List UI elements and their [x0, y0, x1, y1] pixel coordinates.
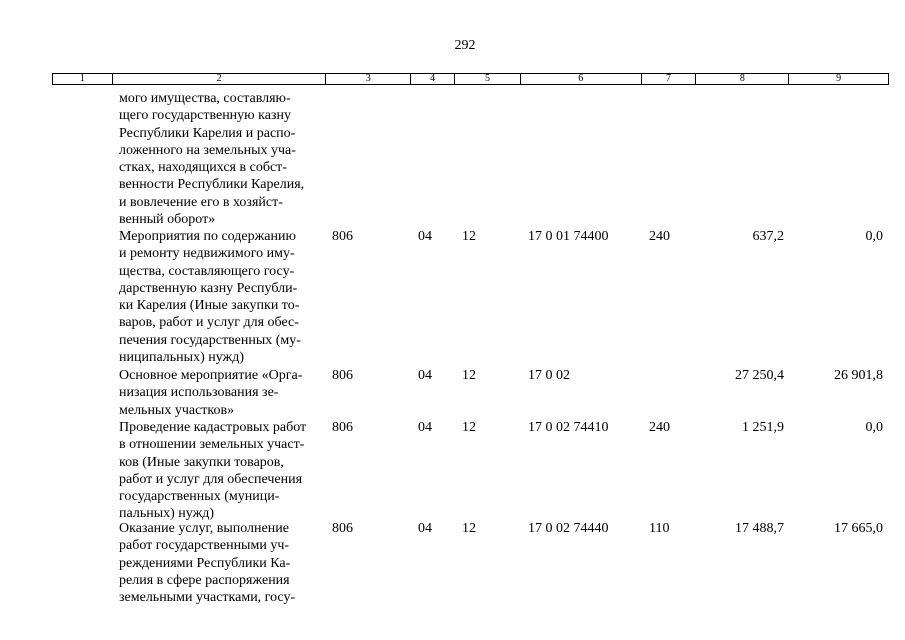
cell-expense-type: 240	[649, 420, 670, 435]
header-col-3: 3	[325, 74, 410, 84]
cell-expense-type: 240	[649, 229, 670, 244]
cell-amount-1: 17 488,7	[735, 521, 784, 536]
description-line: в отношении земельных участ-	[119, 437, 305, 453]
cell-amount-1: 637,2	[752, 229, 784, 244]
row-description	[119, 367, 324, 419]
cell-amount-1: 1 251,9	[742, 420, 784, 435]
description-line: печения государственных (му-	[119, 332, 301, 348]
row-description	[119, 90, 324, 228]
description-line: ков (Иные закупки товаров,	[119, 454, 284, 470]
cell-amount-1: 27 250,4	[735, 368, 784, 383]
cell-section: 04	[418, 368, 432, 383]
description-line: ки Карелия (Иные закупки то-	[119, 298, 300, 314]
cell-ministry: 806	[332, 420, 353, 435]
description-line: и ремонту недвижимого иму-	[119, 246, 295, 262]
cell-ministry: 806	[332, 368, 353, 383]
cell-target-article: 17 0 02	[528, 368, 570, 383]
description-line: пальных) нужд)	[119, 506, 215, 522]
header-col-1: 1	[79, 73, 85, 84]
description-line: венный оборот»	[119, 212, 216, 228]
cell-target-article: 17 0 01 74400	[528, 229, 609, 244]
description-line: мельных участков»	[119, 402, 235, 418]
cell-amount-2: 0,0	[865, 420, 883, 435]
description-line: низация использования зе-	[119, 385, 279, 401]
row-description	[119, 228, 324, 366]
description-line: релия в сфере распоряжения	[119, 572, 290, 588]
header-col-2: 2	[112, 74, 325, 84]
cell-amount-2: 17 665,0	[834, 521, 883, 536]
header-col-6: 6	[520, 74, 641, 84]
description-line: щего государственную казну	[119, 108, 291, 124]
cell-section: 04	[418, 229, 432, 244]
cell-subsection: 12	[462, 521, 476, 536]
description-line: Основное мероприятие «Орга-	[119, 368, 303, 383]
row-description	[119, 520, 324, 606]
description-line: реждениями Республики Ка-	[119, 555, 291, 571]
cell-target-article: 17 0 02 74440	[528, 521, 609, 536]
description-line: дарственную казну Республи-	[119, 280, 298, 296]
description-line: венности Республики Карелия,	[119, 177, 305, 193]
cell-subsection: 12	[462, 420, 476, 435]
header-col-4: 4	[410, 74, 454, 84]
header-col-9: 9	[788, 74, 888, 84]
description-line: ниципальных) нужд)	[119, 350, 244, 366]
cell-section: 04	[418, 420, 432, 435]
description-line: стках, находящихся в собст-	[119, 160, 287, 176]
description-line: Республики Карелия и распо-	[119, 125, 296, 141]
cell-target-article: 17 0 02 74410	[528, 420, 609, 435]
description-line: ложенного на земельных уча-	[119, 142, 296, 158]
description-line: работ и услуг для обеспечения	[119, 471, 303, 487]
cell-amount-2: 26 901,8	[834, 368, 883, 383]
cell-section: 04	[418, 521, 432, 536]
header-col-8: 8	[695, 74, 788, 84]
header-col-5: 5	[454, 74, 520, 84]
description-line: государственных (муници-	[119, 489, 280, 505]
description-line: земельными участками, госу-	[119, 590, 296, 606]
cell-subsection: 12	[462, 229, 476, 244]
description-line: Проведение кадастровых работ	[119, 420, 307, 435]
cell-expense-type: 110	[649, 521, 670, 536]
description-line: работ государственными уч-	[119, 538, 290, 554]
header-col-7: 7	[641, 74, 696, 84]
description-line: Оказание услуг, выполнение	[119, 521, 289, 536]
description-line: щества, составляющего госу-	[119, 263, 295, 279]
cell-ministry: 806	[332, 229, 353, 244]
description-line: мого имущества, составляю-	[119, 91, 291, 106]
page-number: 292	[454, 38, 476, 53]
description-line: и вовлечение его в хозяйст-	[119, 194, 283, 210]
table-header	[52, 73, 889, 85]
description-line: Мероприятия по содержанию	[119, 229, 296, 244]
cell-ministry: 806	[332, 521, 353, 536]
cell-amount-2: 0,0	[865, 229, 883, 244]
row-description	[119, 419, 324, 523]
description-line: варов, работ и услуг для обес-	[119, 315, 299, 331]
cell-subsection: 12	[462, 368, 476, 383]
